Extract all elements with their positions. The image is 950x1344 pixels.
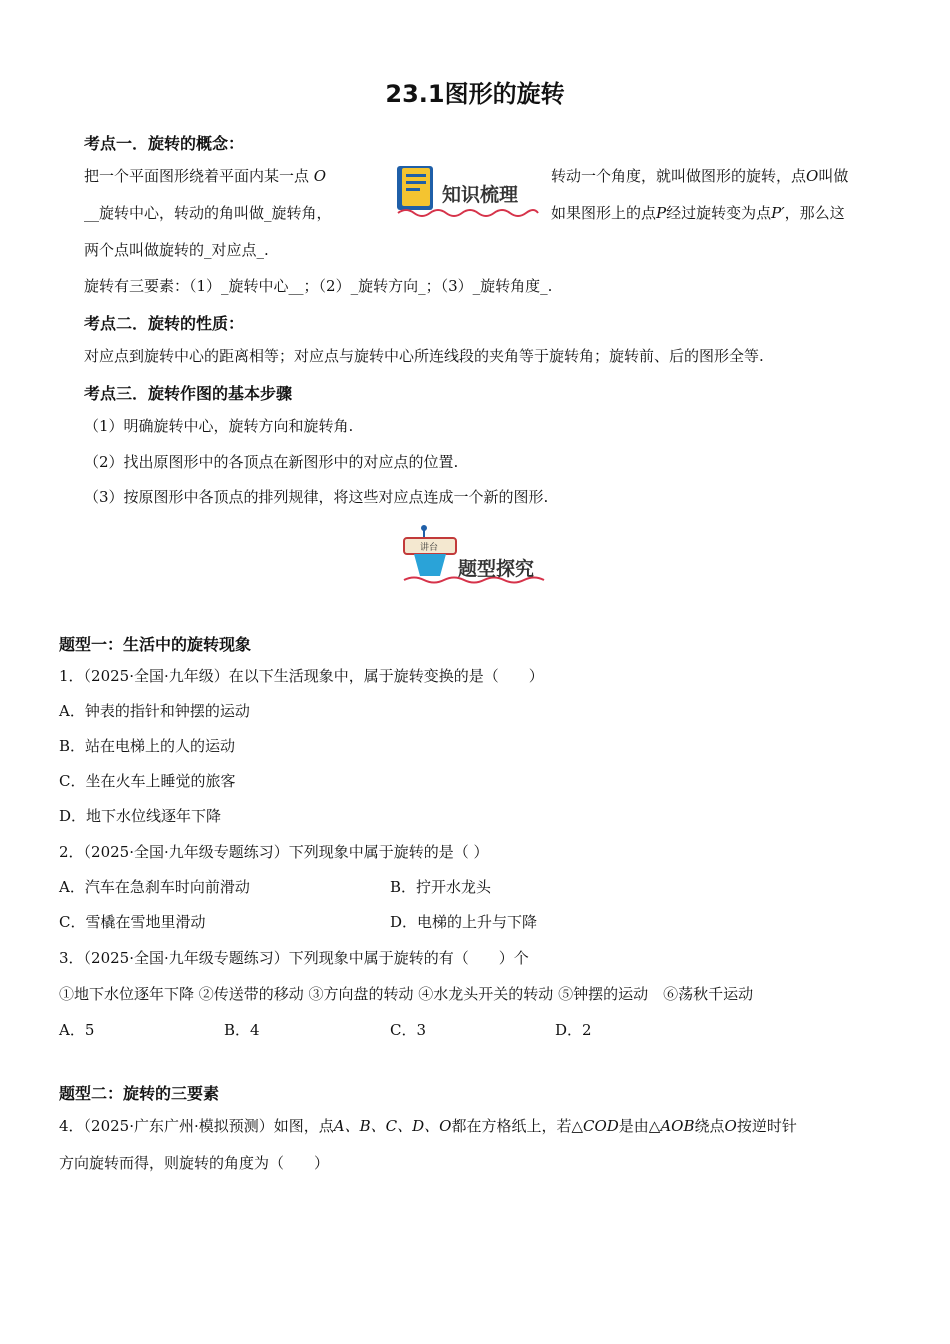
kp2-line1: 对应点到旋转中心的距离相等；对应点与旋转中心所连线段的夹角等于旋转角；旋转前、后的图形全等. <box>84 347 764 365</box>
q4-stem-d: 绕点 <box>694 1117 725 1135</box>
q4-center-o: O <box>724 1117 737 1135</box>
point-o: O <box>313 167 327 185</box>
question-types-banner-label: 题型探究 <box>458 558 535 580</box>
q1-stem: 1．（2025·全国·九年级）在以下生活现象中，属于旋转变换的是（ ） <box>59 667 544 685</box>
kp1-line3: 两个点叫做旋转的_对应点_. <box>84 241 269 259</box>
q1-option-c: C．坐在火车上睡觉的旅客 <box>59 772 236 790</box>
q2-option-d: D．电梯的上升与下降 <box>390 913 538 931</box>
q4-stem-b: 都在方格纸上，若△ <box>451 1117 583 1135</box>
q4-stem-c: 是由△ <box>618 1117 661 1135</box>
q3-option-c: C．3 <box>390 1021 427 1039</box>
podium-label: 讲台 <box>420 543 439 553</box>
q1-option-b: B．站在电梯上的人的运动 <box>59 737 236 755</box>
q4-stem-a: 4．（2025·广东广州·模拟预测）如图，点 <box>59 1117 334 1135</box>
q4-stem-line2: 方向旋转而得，则旋转的角度为（ ） <box>59 1154 330 1172</box>
point-o-2: O <box>806 167 819 185</box>
kp1-line1-text: 把一个平面图形绕着平面内某一点 <box>84 167 310 185</box>
q4-triangle-cod: COD <box>582 1117 619 1135</box>
kp1-line2-right <box>551 203 845 223</box>
q2-stem: 2．（2025·全国·九年级专题练习）下列现象中属于旋转的是（ ） <box>59 843 489 861</box>
point-p: P <box>656 204 667 222</box>
question-types-banner <box>400 522 546 584</box>
q3-stem: 3．（2025·全国·九年级专题练习）下列现象中属于旋转的有（ ）个 <box>59 949 529 967</box>
kp1-line1-right <box>551 166 848 186</box>
kp1-line2-left: __旋转中心，转动的角叫做_旋转角， <box>84 204 332 222</box>
q1-option-a: A．钟表的指针和钟摆的运动 <box>59 702 250 720</box>
q3-option-b: B．4 <box>224 1021 260 1039</box>
knowledge-banner <box>394 160 539 220</box>
q2-option-c: C．雪橇在雪地里滑动 <box>59 913 206 931</box>
q2-option-b: B．拧开水龙头 <box>390 878 492 896</box>
q3-option-a: A．5 <box>59 1021 95 1039</box>
type1-heading: 题型一：生活中的旋转现象 <box>59 635 252 654</box>
kp3-step-1: （1）明确旋转中心，旋转方向和旋转角. <box>84 417 354 435</box>
kp1-line2-a: 如果图形上的点 <box>551 204 657 222</box>
q3-items: ①地下水位逐年下降 ②传送带的移动 ③方向盘的转动 ④水龙头开关的转动 ⑤钟摆的运动 ⑥荡秋千运动 <box>59 985 754 1003</box>
kp3-heading: 考点三．旋转作图的基本步骤 <box>84 384 293 403</box>
kp1-line1-end: 叫做 <box>818 167 849 185</box>
kp3-step-2: （2）找出原图形中的各顶点在新图形中的对应点的位置. <box>84 453 459 471</box>
q1-option-d: D．地下水位线逐年下降 <box>59 807 222 825</box>
q4-stem-e: 按逆时针 <box>736 1117 797 1135</box>
kp2-heading: 考点二．旋转的性质： <box>84 314 245 333</box>
kp1-line2-b: 经过旋转变为点 <box>666 204 772 222</box>
point-p-prime: P′ <box>771 204 785 222</box>
kp3-step-3: （3）按原图形中各顶点的排列规律，将这些对应点连成一个新的图形. <box>84 488 549 506</box>
q4-points: A、B、C、D、O <box>333 1117 452 1135</box>
kp1-line2-c: ，那么这 <box>784 204 845 222</box>
q4-triangle-aob: AOB <box>660 1117 695 1135</box>
kp1-line1-left <box>84 166 326 186</box>
kp1-line1-right-text: 转动一个角度，就叫做图形的旋转，点 <box>551 167 807 185</box>
q3-option-d: D．2 <box>555 1021 592 1039</box>
page-title: 23.1图形的旋转 <box>385 80 565 108</box>
type2-heading: 题型二：旋转的三要素 <box>59 1084 220 1103</box>
q2-option-a: A．汽车在急刹车时向前滑动 <box>59 878 250 896</box>
q4-stem-line1 <box>59 1116 797 1136</box>
kp1-line4: 旋转有三要素：（1）_旋转中心__；（2）_旋转方向_；（3）_旋转角度_. <box>84 277 553 295</box>
kp1-heading: 考点一．旋转的概念： <box>84 134 245 153</box>
knowledge-banner-label: 知识梳理 <box>442 184 519 206</box>
